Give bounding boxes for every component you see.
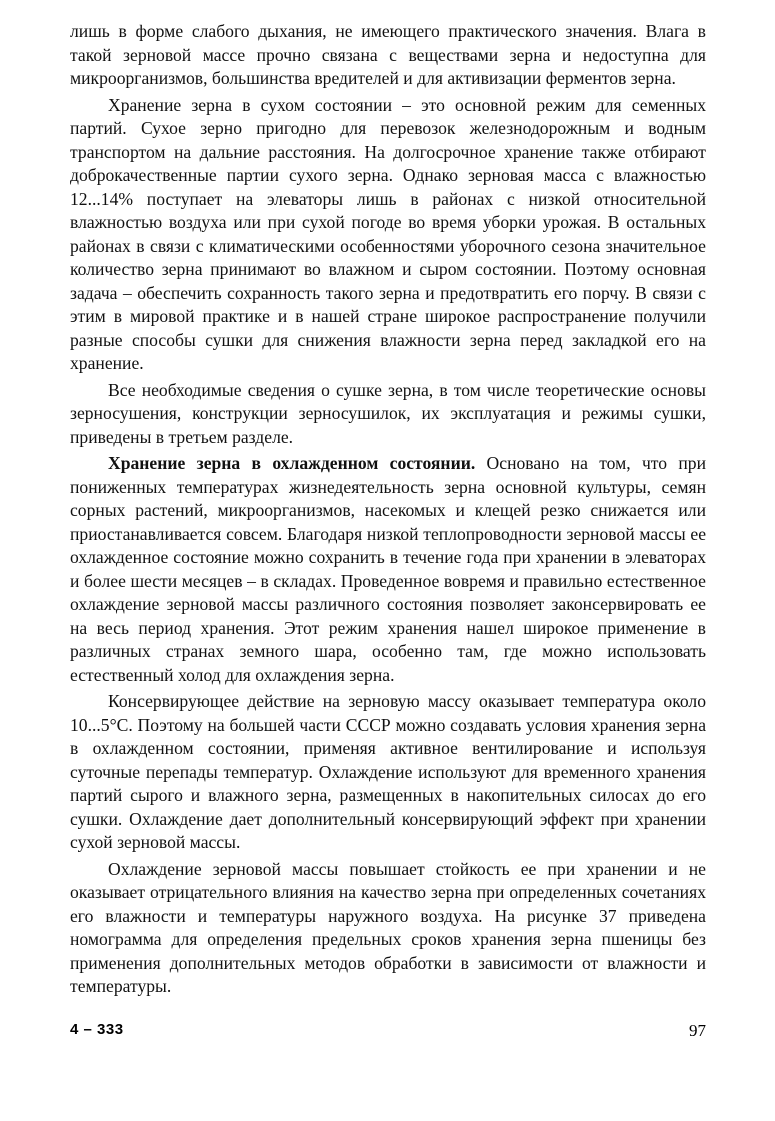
printer-signature: 4 – 333 <box>70 1021 124 1038</box>
page-footer <box>70 1021 706 1045</box>
page-number: 97 <box>689 1021 706 1040</box>
paragraph-body-text: Основано на том, что при пониженных температурах жизнедеятельность зерна основной культуры, семян сорных растений, микроорганизмов, насекомых и клещей резко снижается или приостанавливается совсем. Благодаря низкой теплопроводности зерновой массы ее охлажденное состояние можно сохранить в течение года при хранении в элеваторах и более шести месяцев – в складах. Проведенное вовремя и правильно естественное охлаждение зерновой массы различного состояния позволяет законсервировать ее на весь период хранения. Этот режим хранения нашел широкое применение в различных странах земного шара, особенно там, где можно использовать естественный холод для охлаждения зерна. <box>70 453 706 685</box>
paragraph-preserving-temperature: Консервирующее действие на зерновую массу оказывает температура около 10...5°С. Поэтому на большей части СССР можно создавать условия хранения зерна в охлажденном состоянии, применяя активное вентилирование и используя суточные перепады температур. Охлаждение используют для временного хранения партий сырого и влажного зерна, размещенных в накопительных силосах до его сушки. Охлаждение дает дополнительный консервирующий эффект при хранении сухой зерновой массы. <box>70 691 706 852</box>
paragraph-cooling-effect: Охлаждение зерновой массы повышает стойкость ее при хранении и не оказывает отрицательного влияния на качество зерна при определенных сочетаниях его влажности и температуры наружного воздуха. На рисунке 37 приведена номограмма для определения предельных сроков хранения зерна пшеницы без применения дополнительных методов обработки в зависимости от влажности и температуры. <box>70 858 706 996</box>
paragraph-drying-reference: Все необходимые сведения о сушке зерна, в том числе теоретические основы зерносушения, конструкции зерносушилок, их эксплуатация и режимы сушки, приведены в третьем разделе. <box>70 379 706 447</box>
paragraph-lead-heading: Хранение зерна в охлажденном состоянии. <box>108 453 476 473</box>
paragraph-dry-storage: Хранение зерна в сухом состоянии – это основной режим для семенных партий. Сухое зерно пригодно для перевозок железнодорожным и водным транспортом на дальние расстояния. На долгосрочное хранение также отбирают доброкачественные партии сухого зерна. Однако зерновая масса с влажностью 12...14% поступает на элеваторы лишь в районах с низкой относительной влажностью воздуха или при сухой погоде во время уборки урожая. В остальных районах в связи с климатическими особенностями уборочного сезона значительное количество зерна принимают во влажном и сыром состоянии. Поэтому основная задача – обеспечить сохранность такого зерна и предотвратить его порчу. В связи с этим в мировой практике и в нашей стране широкое распространение получили разные способы сушки для снижения влажности зерна перед закладкой его на хранение. <box>70 94 706 373</box>
paragraph-continuation: лишь в форме слабого дыхания, не имеющего практического значения. Влага в такой зерновой массе прочно связана с веществами зерна и недоступна для микроорганизмов, большинства вредителей и для активизации ферментов зерна. <box>70 21 706 88</box>
paragraph-cooled-storage <box>70 452 706 687</box>
page-body <box>70 20 706 999</box>
